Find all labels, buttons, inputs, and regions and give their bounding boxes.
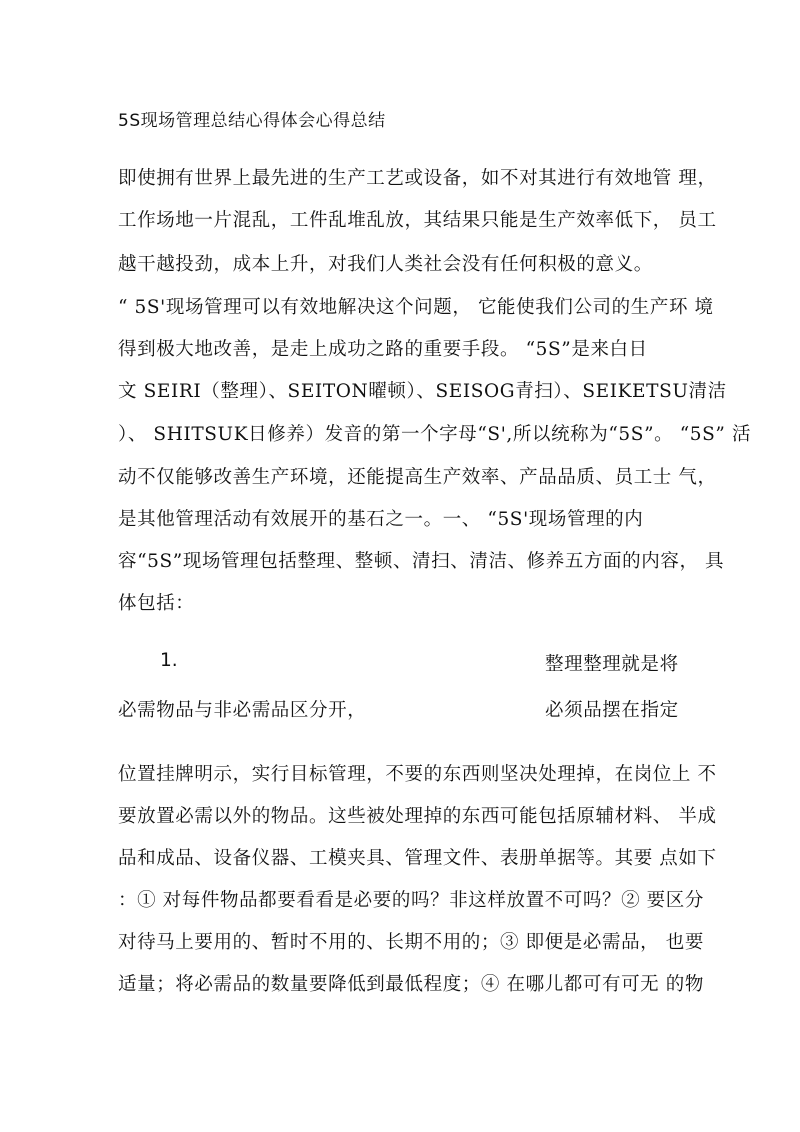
paragraph-line: 适量；将必需品的数量要降低到最低程度；④ 在哪儿都可有可无 的物 (118, 974, 704, 995)
list-item-number: 1. (160, 650, 178, 671)
paragraph-line: 文 SEIRI（整理）、SEITON曜顿）、SEISOG青扫）、SEIKETSU清洁 (118, 381, 727, 402)
paragraph-line: ）、 SHITSUK日修养）发音的第一个字母“S',所以统称为“5S”。 “5S” 活 (118, 424, 752, 445)
paragraph-line: 容“5S”现场管理包括整理、整顿、清扫、清洁、修养五方面的内容， 具 (118, 551, 725, 572)
list-item-text: 整理整理就是将 (545, 654, 679, 675)
paragraph-line: 对待马上要用的、暂时不用的、长期不用的；③ 即便是必需品， 也要 (118, 932, 704, 953)
paragraph-line: 工作场地一片混乱，工件乱堆乱放，其结果只能是生产效率低下， 员工 (118, 210, 717, 231)
list-item-text: 必需物品与非必需品区分开， (118, 700, 367, 721)
paragraph-line: 越干越投劲，成本上升，对我们人类社会没有任何积极的意义。 (118, 254, 653, 275)
paragraph-line: 品和成品、设备仪器、工模夹具、管理文件、表册单据等。其要 点如下 (118, 848, 717, 869)
paragraph-line: 体包括： (118, 593, 195, 614)
paragraph-line: “ 5S'现场管理可以有效地解决这个问题， 它能使我们公司的生产环 境 (118, 297, 714, 318)
paragraph-line: 得到极大地改善，是走上成功之路的重要手段。 “5S”是来白日 (118, 339, 648, 360)
paragraph-line: ：① 对每件物品都要看看是必要的吗？非这样放置不可吗？② 要区分 (118, 890, 704, 911)
list-item-text: 必须品摆在指定 (545, 700, 679, 721)
paragraph-line: 要放置必需以外的物品。这些被处理掉的东西可能包括原辅材料、 半成 (118, 806, 717, 827)
paragraph-line: 即使拥有世界上最先进的生产工艺或设备，如不对其进行有效地管 理， (118, 168, 717, 189)
paragraph-line: 动不仅能够改善生产环境，还能提高生产效率、产品品质、员工士 气， (118, 467, 717, 488)
paragraph-line: 是其他管理活动有效展开的基石之一。一、 “5S'现场管理的内 (118, 509, 644, 530)
paragraph-line: 位置挂牌明示，实行目标管理，不要的东西则坚决处理掉，在岗位上 不 (118, 764, 717, 785)
document-title: 5S现场管理总结心得体会心得总结 (118, 111, 386, 131)
